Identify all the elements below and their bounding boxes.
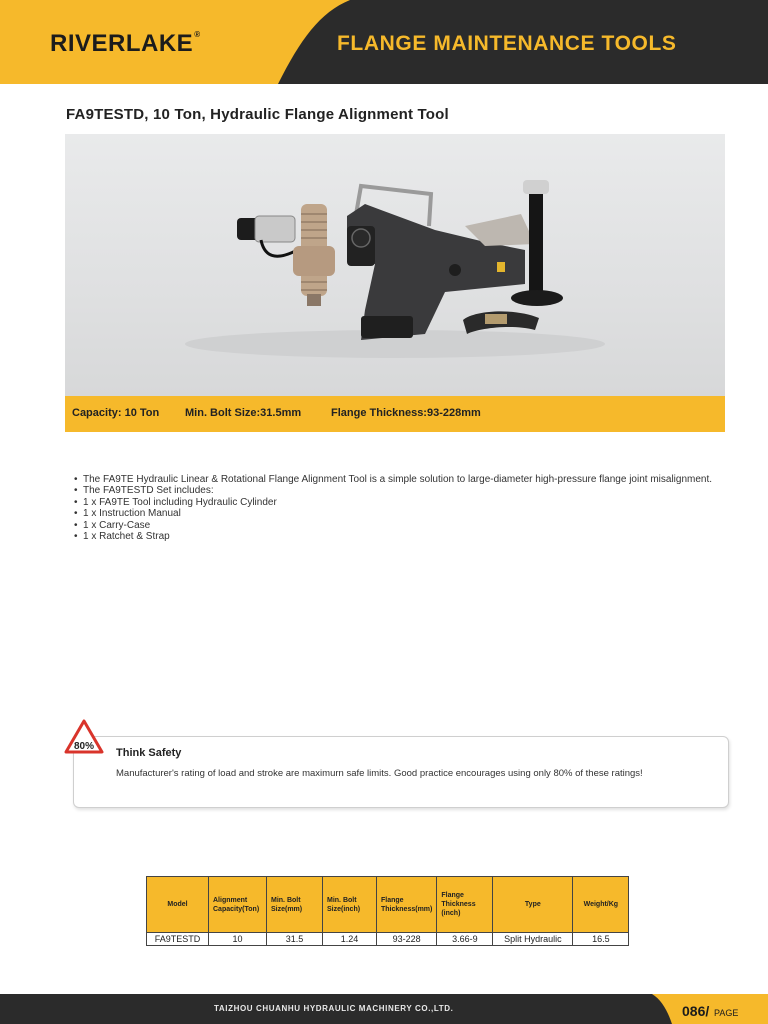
safety-title: Think Safety (116, 747, 182, 759)
table-cell: 31.5 (267, 933, 323, 946)
table-cell: FA9TESTD (147, 933, 209, 946)
brand-logo (50, 30, 201, 58)
page-label: PAGE (714, 1008, 739, 1018)
table-header-cell: Min. Bolt Size(mm) (267, 877, 323, 933)
table-cell: 1.24 (323, 933, 377, 946)
tool-illustration (65, 134, 725, 396)
spec-capacity: Capacity: 10 Ton (72, 407, 160, 419)
safety-badge-text: 80% (73, 741, 95, 752)
list-item: • 1 x FA9TE Tool including Hydraulic Cylinder (74, 497, 724, 508)
safety-text: Manufacturer's rating of load and stroke are maximurn safe limits. Good practice encourages using only 80% of these ratings! (116, 768, 643, 779)
list-item: • 1 x Carry-Case (74, 520, 724, 531)
brand-name: RIVERLAKE (50, 30, 194, 57)
table-header-cell: Alignment Capacity(Ton) (209, 877, 267, 933)
table-header-cell: Flange Thickness(mm) (377, 877, 437, 933)
spec-flange-thickness: Flange Thickness:93-228mm (331, 407, 481, 419)
table-cell: Split Hydraulic (493, 933, 573, 946)
spec-table (146, 876, 629, 946)
table-cell: 10 (209, 933, 267, 946)
footer-company: TAIZHOU CHUANHU HYDRAULIC MACHINERY CO.,LTD. (214, 1004, 454, 1013)
warning-triangle-icon (63, 718, 105, 756)
table-header-row (147, 877, 629, 933)
list-item: • 1 x Ratchet & Strap (74, 531, 724, 542)
description-list (74, 474, 724, 542)
product-title: FA9TESTD, 10 Ton, Hydraulic Flange Alignment Tool (66, 106, 449, 123)
table-row (147, 933, 629, 946)
table-cell: 3.66-9 (437, 933, 493, 946)
brand-registered-mark: ® (194, 30, 201, 39)
table-header-cell: Type (493, 877, 573, 933)
product-photo (65, 134, 725, 396)
spec-bar (65, 396, 725, 432)
section-title: FLANGE MAINTENANCE TOOLS (337, 32, 677, 55)
table-cell: 93-228 (377, 933, 437, 946)
list-item: • 1 x Instruction Manual (74, 508, 724, 519)
list-item: • The FA9TE Hydraulic Linear & Rotational Flange Alignment Tool is a simple solution to large-diameter high-pressure flange joint misalignment. (74, 474, 724, 485)
list-item: • The FA9TESTD Set includes: (74, 485, 724, 496)
spec-min-bolt: Min. Bolt Size:31.5mm (185, 407, 302, 419)
page-number: 086/ (682, 1003, 710, 1019)
table-header-cell: Flange Thickness (inch) (437, 877, 493, 933)
table-header-cell: Model (147, 877, 209, 933)
table-cell: 16.5 (573, 933, 629, 946)
table-header-cell: Weight/Kg (573, 877, 629, 933)
table-header-cell: Min. Bolt Size(inch) (323, 877, 377, 933)
